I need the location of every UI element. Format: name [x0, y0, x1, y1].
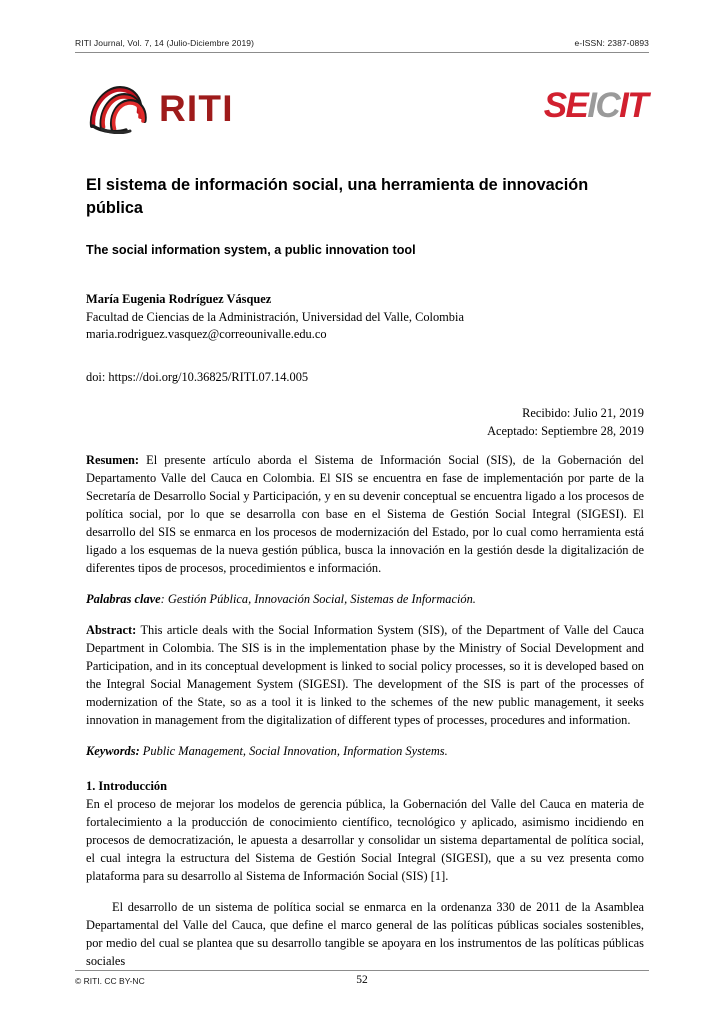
page-footer [75, 970, 649, 989]
keywords-english-text: Public Management, Social Innovation, Information Systems. [139, 743, 448, 758]
seicit-segment-ic: IC [587, 86, 620, 125]
riti-wordmark: RITI [159, 87, 234, 129]
seicit-segment-se: SE [543, 86, 588, 125]
seicit-logo [544, 88, 647, 123]
abstract-spanish-label: Resumen: [86, 453, 139, 467]
submission-dates [487, 405, 644, 441]
abstract-english-label: Abstract: [86, 622, 137, 637]
keywords-english-label: Keywords: [86, 743, 140, 758]
author-name: María Eugenia Rodríguez Vásquez [86, 292, 272, 306]
accepted-date: Aceptado: Septiembre 28, 2019 [487, 423, 644, 438]
page-number: 52 [356, 974, 368, 986]
keywords-spanish-label: Palabras clave [86, 591, 161, 606]
logo-row [75, 82, 649, 144]
abstract-spanish-text: El presente artículo aborda el Sistema de Información Social (SIS), de la Gobernación del Departamento Valle del Cauca en Colombia. El SIS se encuentra en fase de implementación por parte de la Secretaría de Desarrollo Social y Participación, y en su devenir conceptual se encuentra ligado a los procesos de política social, por lo que se desarrolla con base en el Sistema de Gestión Social Integral (SIGESI). El desarrollo del SIS se enmarca en los procesos de modernización del Estado, por lo cual como herramienta está ligado a los esquemas de la nueva gestión pública, busca la innovación en la gestión desde la digitalización de diferentes tipos de procesos, procedimientos e información. [86, 453, 644, 575]
intro-paragraph-1: En el proceso de mejorar los modelos de gerencia pública, la Gobernación del Valle del Cauca en materia de fortalecimiento a la producción de conocimiento científico, tecnológico y aplicado, asimismo incidiendo en procesos de democratización, le apuesta a desarrollar y consolidar un sistema departamental de política social, el cual integra la estructura del Sistema de Gestión Social Integral (SIGESI), que a su vez presenta como plataforma para su desarrollo al Sistema de Información Social (SIS) [1]. [86, 797, 644, 884]
riti-swirl-icon [88, 82, 150, 134]
abstract-english [86, 622, 644, 730]
eissn: e-ISSN: 2387-0893 [574, 38, 649, 48]
author-email: maria.rodriguez.vasquez@correounivalle.edu.co [86, 327, 327, 342]
running-head [75, 38, 649, 53]
article-title-spanish: El sistema de información social, una herramienta de innovación pública [86, 175, 589, 218]
abstract-english-text: This article deals with the Social Information System (SIS), of the Department of Valle del Cauca Department in Colombia. The SIS is in the implementation phase by the Ministry of Social Development and Participation, and in its conceptual development is linked to social policy processes, so it is developed based on the Integral Social Management System (SIGESI). The development of the SIS is part of the processes of modernization of the State, so as a tool it is linked to the schemes of the new public management, it seeks innovation in management from the digitalization of different types of processes, procedures and information. [86, 622, 644, 727]
author-affiliation: Facultad de Ciencias de la Administración, Universidad del Valle, Colombia [86, 309, 464, 324]
author-block [86, 291, 644, 344]
article-title-english: The social information system, a public innovation tool [86, 243, 416, 258]
journal-citation: RITI Journal, Vol. 7, 14 (Julio-Diciembre 2019) [75, 38, 255, 48]
section-heading-introduccion: 1. Introducción [86, 778, 168, 793]
article-body [86, 452, 644, 971]
intro-paragraph-2: El desarrollo de un sistema de política social se enmarca en la ordenanza 330 de 2011 de la Asamblea Departamental del Valle del Cauca, que define el marco general de las políticas públicas sociales sostenibles, por medio del cual se plantea que su desarrollo tangible se apoyara en los instrumentos de las políticas públicas sociales [86, 900, 644, 968]
keywords-spanish [86, 591, 644, 609]
license-notice: © RITI. CC BY-NC [75, 976, 145, 986]
abstract-spanish [86, 452, 644, 578]
keywords-spanish-text: : Gestión Pública, Innovación Social, Sistemas de Información. [160, 591, 476, 606]
riti-logo [88, 82, 234, 134]
seicit-segment-it: IT [619, 86, 647, 125]
doi-line[interactable]: doi: https://doi.org/10.36825/RITI.07.14.005 [86, 370, 309, 384]
keywords-english [86, 743, 644, 761]
received-date: Recibido: Julio 21, 2019 [522, 406, 644, 420]
